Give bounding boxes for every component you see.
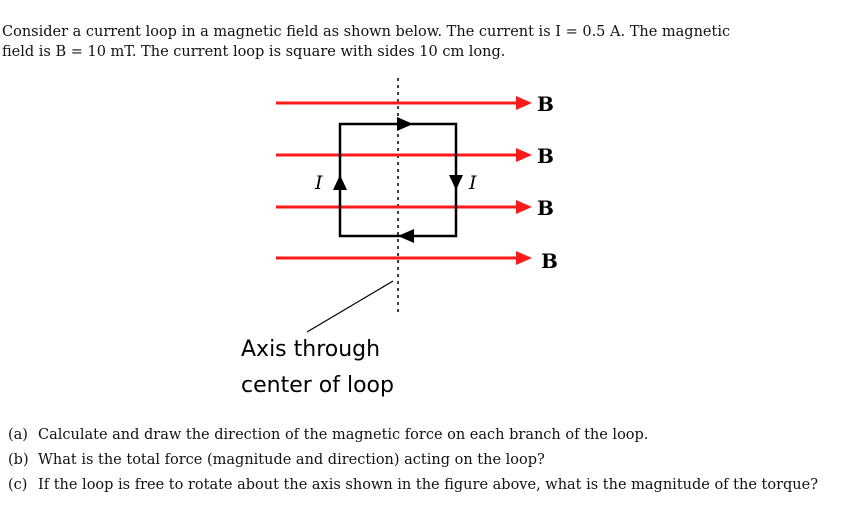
question-a-text: Calculate and draw the direction of the magnetic force on each branch of the loop. [38,427,649,443]
current-arrow-bottom [398,229,414,243]
question-a-label: (a) [8,427,28,443]
question-b-text: What is the total force (magnitude and direction) acting on the loop? [38,452,545,468]
field-line-3 [276,200,532,214]
question-list [8,425,838,500]
current-arrow-left [333,175,347,190]
question-c-label: (c) [8,477,28,493]
question-b [8,450,838,470]
axis-pointer-line [307,281,393,332]
current-arrow-top [397,117,413,131]
field-line-2 [276,148,532,162]
field-line-4 [276,251,532,265]
question-b-label: (b) [8,452,29,468]
current-arrow-right [449,175,463,190]
question-a [8,425,838,445]
question-c [8,475,838,495]
field-line-1 [276,96,532,110]
problem-statement-line-1: Consider a current loop in a magnetic field as shown below. The current is I = 0.5 A. The magnetic [2,24,731,40]
field-label-4: B [541,249,558,273]
question-c-text: If the loop is free to rotate about the axis shown in the figure above, what is the magnitude of the torque? [38,477,818,493]
axis-label-line-1: Axis through [241,337,381,362]
field-label-1: B [537,92,554,116]
field-label-2: B [537,144,554,168]
current-label-left: I [315,172,323,194]
axis-label-line-2: center of loop [241,373,394,398]
field-label-3: B [537,196,554,220]
problem-statement-line-2: field is B = 10 mT. The current loop is square with sides 10 cm long. [2,44,506,60]
current-label-right: I [469,172,477,194]
